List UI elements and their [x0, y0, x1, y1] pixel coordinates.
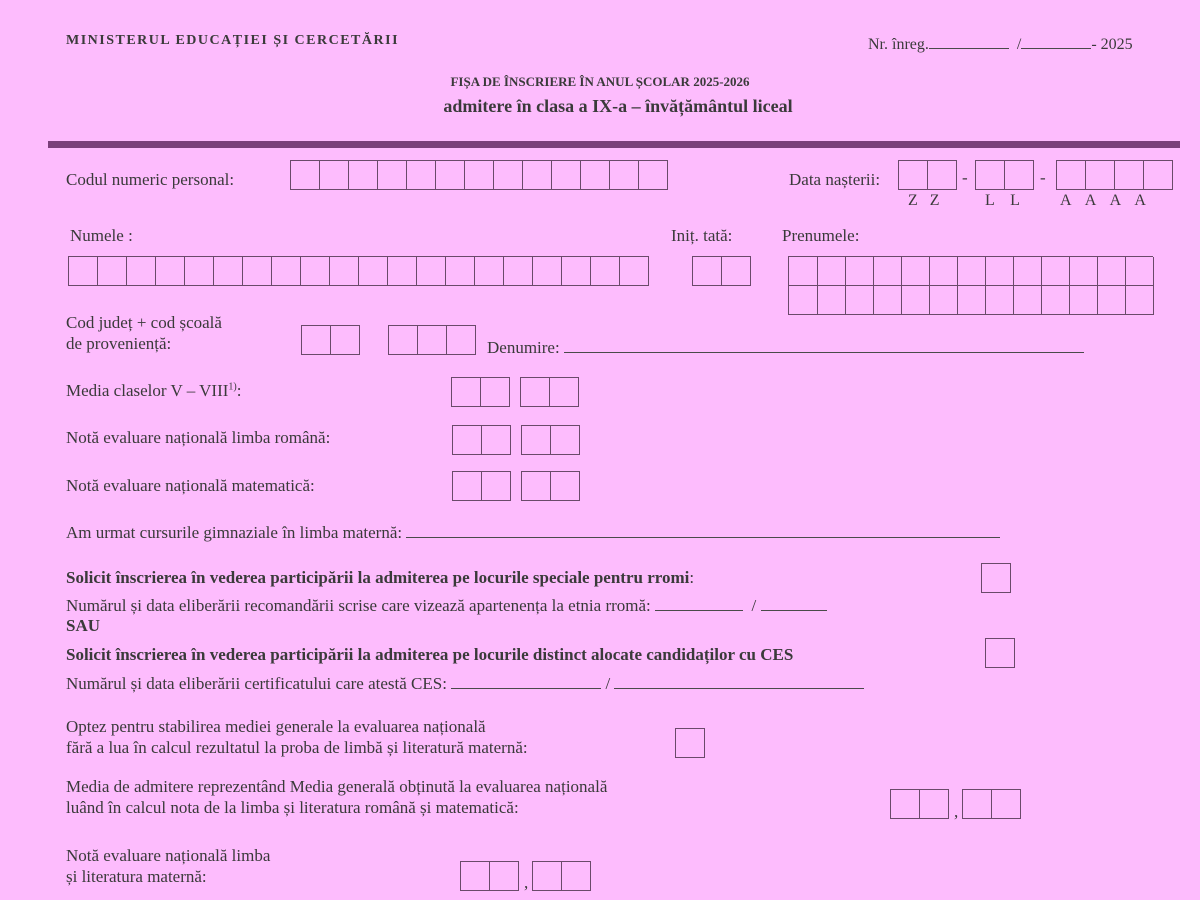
input-box[interactable] [446, 257, 475, 285]
input-box[interactable] [453, 472, 482, 500]
math-integer-boxes[interactable] [452, 471, 511, 501]
registration-number-field[interactable] [929, 32, 1009, 49]
cnp-label: Codul numeric personal: [66, 170, 235, 189]
roma-recommendation-date[interactable] [761, 594, 827, 611]
father-initial-label: Iniț. tată: [671, 226, 733, 245]
input-box[interactable] [976, 161, 1005, 189]
exclude-mother-tongue-option [66, 716, 528, 758]
input-box[interactable] [1115, 161, 1144, 189]
input-box[interactable] [722, 257, 751, 285]
mother-tongue-field [66, 521, 1000, 543]
input-box[interactable] [901, 286, 930, 315]
admission-label-line2: luând în calcul nota de la limba și literatura română și matematică: [66, 798, 519, 817]
input-box[interactable] [330, 257, 359, 285]
average-label-colon: : [236, 381, 242, 400]
input-box[interactable] [873, 257, 902, 286]
school-name-input[interactable] [564, 336, 1084, 353]
input-box[interactable] [243, 257, 272, 285]
admission-integer-boxes[interactable] [890, 789, 949, 819]
input-box[interactable] [639, 161, 668, 189]
input-box[interactable] [891, 790, 920, 818]
input-box[interactable] [378, 161, 407, 189]
romanian-decimal-boxes[interactable] [521, 425, 580, 455]
input-box[interactable] [817, 286, 846, 315]
roma-recommendation-number[interactable] [655, 594, 743, 611]
ces-checkbox[interactable] [985, 638, 1015, 668]
birth-month-boxes[interactable] [975, 160, 1034, 190]
input-box[interactable] [551, 472, 580, 500]
registration-year: - 2025 [1091, 36, 1133, 53]
input-box[interactable] [447, 326, 476, 354]
input-box[interactable] [453, 426, 482, 454]
input-box[interactable] [1144, 161, 1173, 189]
input-box[interactable] [481, 378, 510, 406]
input-box[interactable] [359, 257, 388, 285]
input-box[interactable] [482, 472, 511, 500]
registration-date-field[interactable] [1021, 32, 1091, 49]
input-box[interactable] [1041, 286, 1070, 315]
input-box[interactable] [1057, 161, 1086, 189]
input-box[interactable] [992, 790, 1021, 818]
input-box[interactable] [551, 426, 580, 454]
input-box[interactable] [957, 286, 986, 315]
ces-certificate-date[interactable] [614, 672, 864, 689]
year-format-hint: A A A A [1060, 192, 1146, 209]
input-box[interactable] [490, 862, 519, 890]
input-box[interactable] [533, 862, 562, 890]
footnote-marker: 1) [228, 381, 237, 393]
input-box[interactable] [963, 790, 992, 818]
input-box[interactable] [1086, 161, 1115, 189]
mother-tongue-grade-label [66, 845, 270, 887]
input-box[interactable] [291, 161, 320, 189]
ces-certificate [66, 672, 864, 694]
input-box[interactable] [521, 378, 550, 406]
surname-label: Numele : [70, 226, 133, 245]
input-box[interactable] [610, 161, 639, 189]
input-box[interactable] [873, 286, 902, 315]
input-box[interactable] [1125, 257, 1154, 286]
input-box[interactable] [388, 257, 417, 285]
ces-certificate-number[interactable] [451, 672, 601, 689]
input-box[interactable] [957, 257, 986, 286]
firstname-boxes[interactable] [788, 256, 1153, 315]
birth-day-boxes[interactable] [898, 160, 957, 190]
slash: / [605, 674, 611, 693]
input-box[interactable] [417, 257, 446, 285]
input-box[interactable] [591, 257, 620, 285]
input-box[interactable] [320, 161, 349, 189]
input-box[interactable] [482, 426, 511, 454]
input-box[interactable] [928, 161, 957, 189]
input-box[interactable] [550, 378, 579, 406]
input-box[interactable] [693, 257, 722, 285]
roma-recommendation [66, 594, 827, 616]
mother-grade-integer-boxes[interactable] [460, 861, 519, 891]
input-box[interactable] [69, 257, 98, 285]
or-separator: SAU [66, 616, 101, 635]
romanian-grade-label: Notă evaluare națională limba română: [66, 428, 331, 447]
input-box[interactable] [523, 161, 552, 189]
input-box[interactable] [562, 257, 591, 285]
input-box[interactable] [407, 161, 436, 189]
mother-grade-decimal-boxes[interactable] [532, 861, 591, 891]
ministry-title: MINISTERUL EDUCAȚIEI ȘI CERCETĂRII [66, 33, 400, 48]
date-separator: - [1040, 168, 1046, 187]
mother-tongue-input[interactable] [406, 521, 1000, 538]
input-box[interactable] [436, 161, 465, 189]
input-box[interactable] [349, 161, 378, 189]
input-box[interactable] [98, 257, 127, 285]
input-box[interactable] [389, 326, 418, 354]
admission-average-label [66, 776, 607, 818]
form-title: FIȘA DE ÎNSCRIERE ÎN ANUL ȘCOLAR 2025-2026 [450, 74, 750, 89]
input-box[interactable] [581, 161, 610, 189]
admission-decimal-boxes[interactable] [962, 789, 1021, 819]
mother-tongue-label: Am urmat cursurile gimnaziale în limba maternă: [66, 523, 403, 542]
input-box[interactable] [901, 257, 930, 286]
exclude-option-line2: fără a lua în calcul rezultatul la proba de limbă și literatură maternă: [66, 738, 528, 757]
input-box[interactable] [985, 257, 1014, 286]
input-box[interactable] [533, 257, 562, 285]
decimal-comma: , [954, 802, 959, 821]
admission-label-line1: Media de admitere reprezentând Media generală obținută la evaluarea națională [66, 777, 608, 796]
input-box[interactable] [1069, 286, 1098, 315]
date-separator: - [962, 168, 968, 187]
exclude-mother-tongue-checkbox[interactable] [675, 728, 705, 758]
input-box[interactable] [1097, 257, 1126, 286]
input-box[interactable] [929, 286, 958, 315]
input-box[interactable] [494, 161, 523, 189]
input-box[interactable] [452, 378, 481, 406]
input-box[interactable] [899, 161, 928, 189]
input-box[interactable] [1041, 257, 1070, 286]
roma-checkbox[interactable] [981, 563, 1011, 593]
input-box[interactable] [465, 161, 494, 189]
header-divider [48, 141, 1180, 148]
registration-label: Nr. înreg. [868, 36, 929, 53]
average-label-text: Media claselor V – VIII [66, 381, 229, 400]
input-box[interactable] [475, 257, 504, 285]
school-name-label: Denumire: [487, 338, 560, 357]
school-name-field [487, 336, 1084, 358]
average-label [66, 381, 241, 401]
input-box[interactable] [985, 286, 1014, 315]
input-box[interactable] [1125, 286, 1154, 315]
math-decimal-boxes[interactable] [521, 471, 580, 501]
slash: / [751, 596, 757, 615]
input-box[interactable] [272, 257, 301, 285]
county-code-boxes[interactable] [301, 325, 360, 355]
input-box[interactable] [331, 326, 360, 354]
day-format-hint: Z Z [908, 192, 940, 209]
input-box[interactable] [1013, 286, 1042, 315]
mother-grade-label-line1: Notă evaluare națională limba [66, 846, 271, 865]
input-box[interactable] [845, 257, 874, 286]
school-code-boxes[interactable] [388, 325, 476, 355]
input-box[interactable] [1013, 257, 1042, 286]
school-code-label [66, 312, 222, 354]
input-box[interactable] [789, 257, 818, 286]
ces-certificate-label: Numărul și data eliberării certificatului care atestă CES: [66, 674, 447, 693]
input-box[interactable] [1097, 286, 1126, 315]
input-box[interactable] [185, 257, 214, 285]
input-box[interactable] [817, 257, 846, 286]
father-initial-boxes[interactable] [692, 256, 751, 286]
input-box[interactable] [845, 286, 874, 315]
birth-date-label: Data nașterii: [789, 170, 881, 189]
mother-grade-label-line2: și literatura maternă: [66, 867, 207, 886]
decimal-comma: , [524, 873, 529, 892]
input-box[interactable] [156, 257, 185, 285]
exclude-option-line1: Optez pentru stabilirea mediei generale la evaluarea națională [66, 717, 486, 736]
firstname-label: Prenumele: [782, 226, 860, 245]
roma-request-text: Solicit înscrierea în vederea participării la admiterea pe locurile speciale pentru rromi [66, 568, 690, 587]
input-box[interactable] [1069, 257, 1098, 286]
input-box[interactable] [418, 326, 447, 354]
input-box[interactable] [789, 286, 818, 315]
romanian-integer-boxes[interactable] [452, 425, 511, 455]
math-grade-label: Notă evaluare națională matematică: [66, 476, 315, 495]
input-box[interactable] [562, 862, 591, 890]
input-box[interactable] [127, 257, 156, 285]
input-box[interactable] [461, 862, 490, 890]
month-format-hint: L L [985, 192, 1020, 209]
birth-year-boxes[interactable] [1056, 160, 1173, 190]
average-decimal-boxes[interactable] [520, 377, 579, 407]
input-box[interactable] [214, 257, 243, 285]
roma-request-colon: : [689, 568, 695, 587]
input-box[interactable] [301, 257, 330, 285]
school-code-label-line1: Cod județ + cod școală [66, 313, 222, 332]
input-box[interactable] [522, 426, 551, 454]
school-code-label-line2: de proveniență: [66, 334, 172, 353]
input-box[interactable] [1005, 161, 1034, 189]
input-box[interactable] [920, 790, 949, 818]
registration-number [868, 32, 1133, 54]
input-box[interactable] [522, 472, 551, 500]
roma-recommendation-label: Numărul și data eliberării recomandării scrise care vizează apartenența la etnia rromă: [66, 596, 651, 615]
ces-request: Solicit înscrierea în vederea participării la admiterea pe locurile distinct alocate candidaților cu CES [66, 645, 794, 664]
roma-request [66, 568, 694, 588]
surname-boxes[interactable] [68, 256, 649, 286]
input-box[interactable] [302, 326, 331, 354]
input-box[interactable] [929, 257, 958, 286]
cnp-boxes[interactable] [290, 160, 668, 190]
input-box[interactable] [552, 161, 581, 189]
form-subtitle: admitere în clasa a IX-a – învățământul liceal [443, 96, 793, 116]
input-box[interactable] [504, 257, 533, 285]
input-box[interactable] [620, 257, 649, 285]
average-integer-boxes[interactable] [451, 377, 510, 407]
registration-separator: / [1016, 36, 1022, 53]
